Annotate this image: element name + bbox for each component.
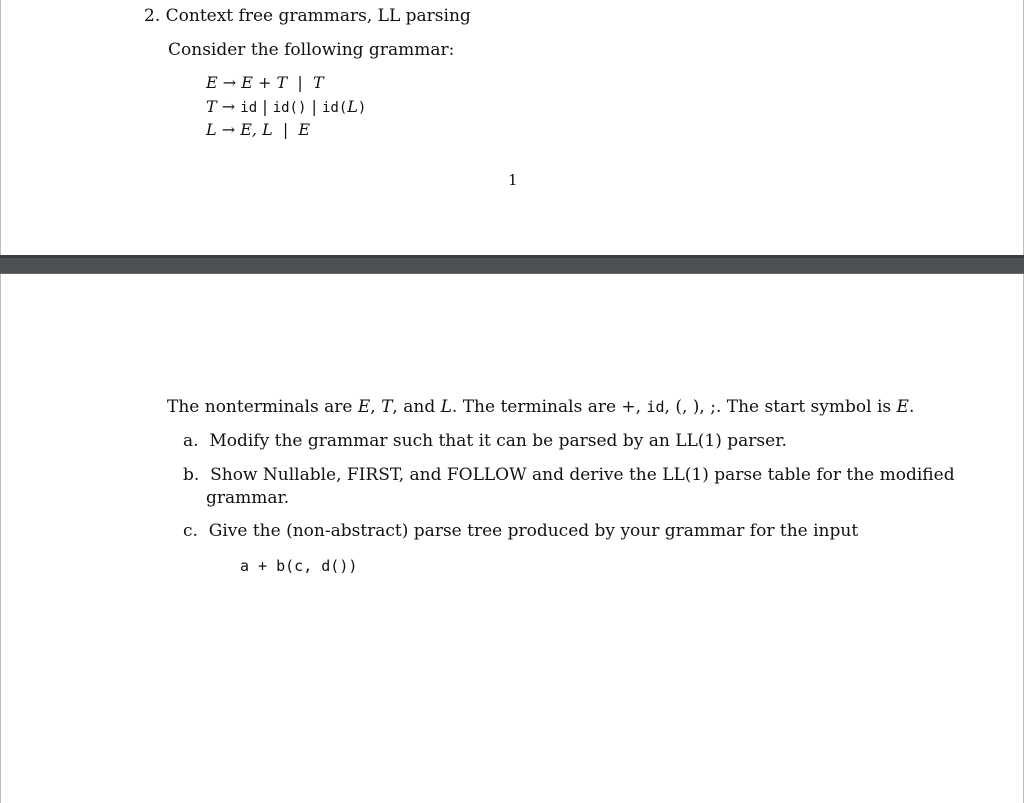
description-text: , <box>370 397 382 417</box>
description-text: , (, ), ;. The start symbol is <box>664 397 897 417</box>
rule-rhs: E, L | E <box>240 120 311 139</box>
input-example: a + b(c, d()) <box>240 557 358 575</box>
task-a: a. Modify the grammar such that it can be parsed by an LL(1) parser. <box>183 431 787 451</box>
rule-alt-id-call: id() <box>272 100 307 116</box>
description-text: . <box>908 397 915 417</box>
description-text: The nonterminals are <box>167 397 358 417</box>
rule-lhs: L <box>206 120 217 139</box>
rule-separator: | <box>257 97 273 116</box>
rule-lhs: E <box>206 73 218 92</box>
page-number: 1 <box>508 171 518 189</box>
grammar-rule-t <box>206 97 366 116</box>
nonterminal-t: T <box>381 397 393 417</box>
nonterminal-e: E <box>357 397 371 417</box>
rule-alt-id-args-close: ) <box>357 100 367 116</box>
question-heading: 2. Context free grammars, LL parsing <box>144 6 471 26</box>
task-c: c. Give the (non-abstract) parse tree produced by your grammar for the input <box>183 521 859 541</box>
grammar-description <box>167 397 914 417</box>
page-1 <box>0 0 1024 255</box>
grammar-intro: Consider the following grammar: <box>168 40 455 60</box>
page-separator <box>0 255 1024 274</box>
task-b-continuation: grammar. <box>206 488 290 508</box>
terminal-id: id <box>646 398 665 416</box>
start-symbol: E <box>896 397 909 417</box>
rule-rhs: E + T | T <box>241 73 324 92</box>
rule-separator: | <box>306 97 322 116</box>
task-b: b. Show Nullable, FIRST, and FOLLOW and derive the LL(1) parse table for the modified <box>183 465 955 485</box>
rule-alt-id: id <box>240 100 258 116</box>
description-text: . The terminals are +, <box>451 397 647 417</box>
nonterminal-l: L <box>440 397 452 417</box>
rule-arrow: → <box>221 120 236 139</box>
rule-lhs: T <box>206 97 217 116</box>
description-text: , and <box>392 397 441 417</box>
grammar-rule-l <box>206 120 310 139</box>
rule-alt-id-args-open: id( <box>321 100 348 116</box>
rule-arrow: → <box>221 97 236 116</box>
rule-arrow: → <box>222 73 237 92</box>
grammar-rule-e <box>206 73 324 92</box>
rule-alt-id-args-l: L <box>347 97 358 116</box>
